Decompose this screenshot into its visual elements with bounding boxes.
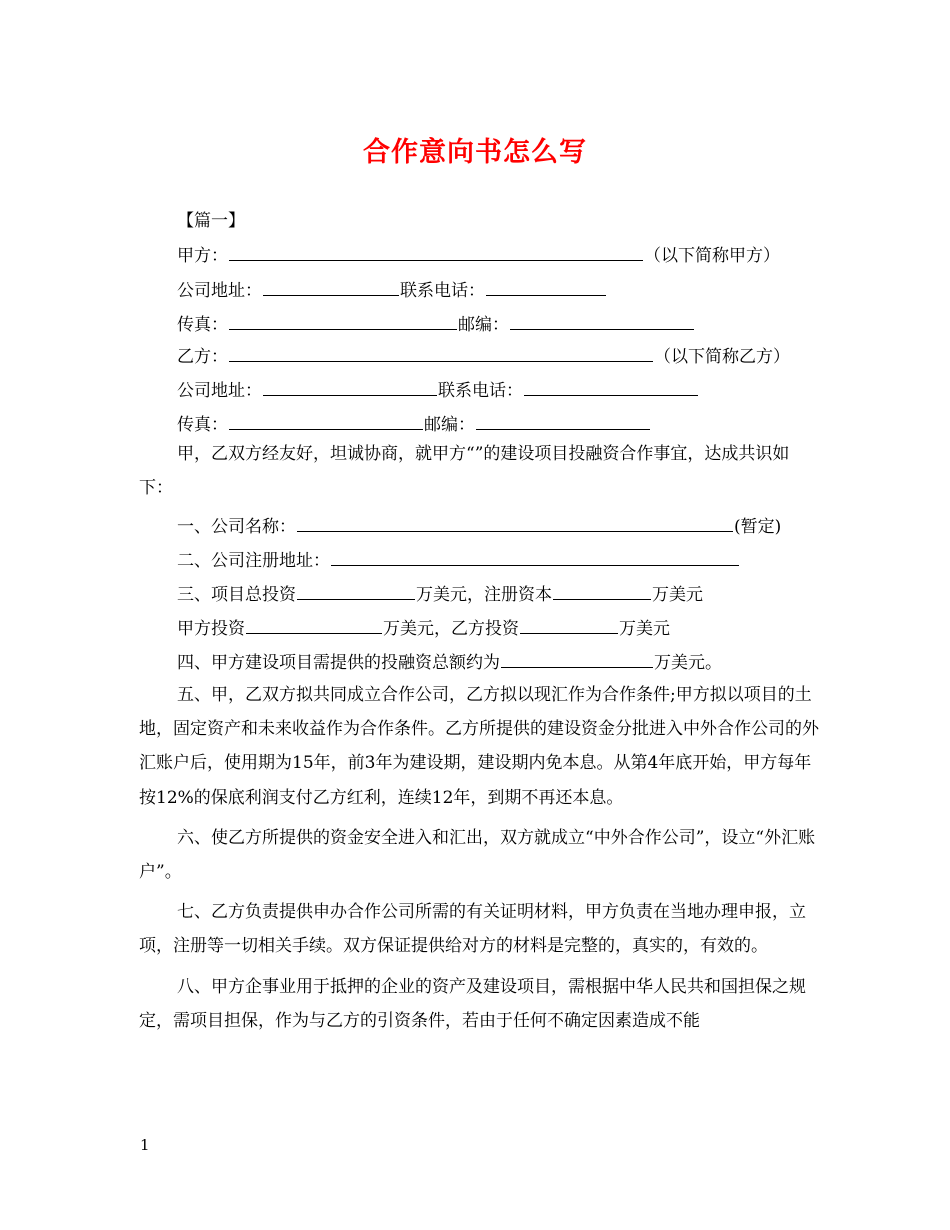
item3-b: 万美元，注册资本 (416, 585, 552, 605)
body-paragraphs (139, 678, 819, 1038)
item3-c: 万美元 (652, 585, 703, 605)
party-a-phone-blank (486, 279, 606, 296)
item1-blank (297, 515, 733, 532)
item3b-c: 万美元 (619, 619, 670, 639)
party-b-fax-line (177, 413, 651, 436)
party-b-address-blank (263, 379, 437, 396)
item3b-a: 甲方投资 (177, 619, 245, 639)
party-b-fax-label: 传真： (177, 415, 228, 435)
party-b-blank (229, 345, 653, 362)
item2-blank (331, 549, 739, 566)
party-a-blank (229, 244, 643, 261)
party-a-fax-line (177, 313, 695, 336)
party-b-line (177, 345, 790, 368)
party-a-postcode-blank (510, 313, 694, 330)
item1-suffix: (暂定) (734, 517, 782, 537)
party-a-address-blank (263, 279, 399, 296)
party-a-fax-blank (229, 313, 457, 330)
item3b-blank-1 (246, 617, 382, 634)
party-b-postcode-label: 邮编： (424, 415, 475, 435)
party-a-phone-label: 联系电话： (400, 281, 485, 301)
item4-a: 四、甲方建设项目需提供的投融资总额约为 (177, 653, 500, 673)
item1-line (177, 515, 781, 538)
item3-a: 三、项目总投资 (177, 585, 296, 605)
intro-paragraph (139, 437, 819, 505)
party-b-address-line (177, 379, 699, 402)
item4-b: 万美元。 (654, 653, 722, 673)
item4-blank (501, 651, 653, 668)
item1-label: 一、公司名称： (177, 517, 296, 537)
party-a-address-label: 公司地址： (177, 281, 262, 301)
party-a-address-line (177, 279, 607, 302)
page-number: 1 (140, 1136, 150, 1154)
party-b-phone-blank (524, 379, 698, 396)
document-title: 合作意向书怎么写 (363, 137, 587, 168)
party-a-fax-label: 传真： (177, 315, 228, 335)
party-a-suffix: （以下简称甲方） (644, 246, 780, 266)
party-b-suffix: （以下简称乙方） (654, 347, 790, 367)
party-b-address-label: 公司地址： (177, 381, 262, 401)
item3-line (177, 583, 703, 606)
item6-paragraph: 六、使乙方所提供的资金安全进入和汇出，双方就成立“中外合作公司”，设立“外汇账户”。 (139, 827, 816, 883)
party-b-label: 乙方： (177, 347, 228, 367)
item2-line (177, 549, 740, 572)
item3b-blank-2 (520, 617, 618, 634)
party-a-label: 甲方： (177, 246, 228, 266)
party-b-phone-label: 联系电话： (438, 381, 523, 401)
item5-paragraph: 五、甲，乙双方拟共同成立合作公司，乙方拟以现汇作为合作条件;甲方拟以项目的土地，固定资产和未来收益作为合作条件。乙方所提供的建设资金分批进入中外合作公司的外汇账户后，使用期为15年，前3年为建设期，建设期内免本息。从第4年底开始，甲方每年按12%的保底利润支付乙方红利，连续12年，到期不再还本息。 (139, 685, 819, 808)
item7-paragraph: 七、乙方负责提供申办合作公司所需的有关证明材料，甲方负责在当地办理申报，立项，注册等一切相关手续。双方保证提供给对方的材料是完整的，真实的，有效的。 (139, 902, 806, 957)
section-heading: 【篇一】 (177, 211, 245, 231)
item4-line (177, 651, 722, 674)
item3-blank-2 (553, 583, 651, 600)
party-b-postcode-blank (476, 413, 650, 430)
item3b-b: 万美元，乙方投资 (383, 619, 519, 639)
item3b-line (177, 617, 670, 640)
item3-blank-1 (297, 583, 415, 600)
item8-paragraph: 八、甲方企事业用于抵押的企业的资产及建设项目，需根据中华人民共和国担保之规定，需项目担保，作为与乙方的引资条件，若由于任何不确定因素造成不能 (139, 976, 806, 1031)
party-a-line (177, 244, 780, 267)
party-a-postcode-label: 邮编： (458, 315, 509, 335)
party-b-fax-blank (229, 413, 423, 430)
item2-label: 二、公司注册地址： (177, 551, 330, 571)
intro-text: 甲，乙双方经友好，坦诚协商，就甲方“”的建设项目投融资合作事宜，达成共识如下： (139, 444, 790, 499)
